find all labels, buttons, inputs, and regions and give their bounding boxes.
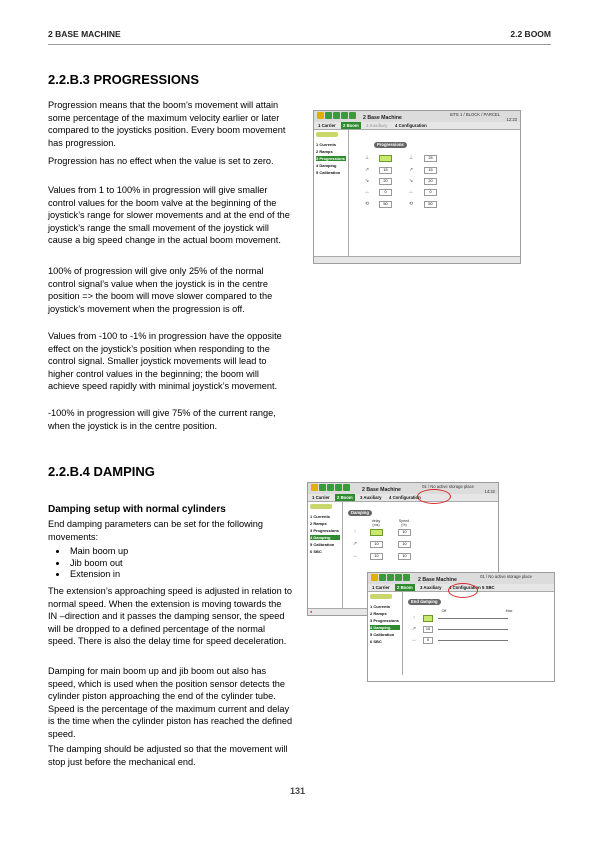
header-chapter: 2 BASE MACHINE (48, 29, 121, 39)
boom-icon: ⊥ (364, 155, 370, 161)
rotate-icon: ⟲ (408, 201, 414, 207)
tab-configuration[interactable]: 4 Configuration (395, 123, 427, 128)
highlight-oval (448, 583, 478, 598)
damping-movement-list (48, 546, 308, 581)
user-icon[interactable] (403, 574, 410, 581)
progression-field[interactable]: 25 (424, 155, 437, 162)
menu-item-currents[interactable]: 1 Currents (310, 514, 331, 519)
panel-title: End damping (408, 599, 441, 605)
alert-icon: ● (310, 609, 313, 614)
header-rule (48, 44, 551, 45)
delay-field[interactable]: 10 (370, 553, 383, 560)
nav-arrows[interactable] (316, 132, 338, 137)
tab-auxiliary[interactable]: 3 Auxiliary (420, 585, 442, 590)
damping-paragraph: The damping should be adjusted so that the movement will stop just before the mechanical end. (48, 744, 288, 767)
progression-field[interactable]: 20 (424, 178, 437, 185)
progressions-paragraph: -100% in progression will give 75% of the current range, when the joystick is in the centre position. (48, 408, 276, 431)
end-damping-field[interactable] (423, 615, 433, 622)
damping-heading: 2.2.B.4 DAMPING (48, 464, 155, 479)
tools-icon[interactable] (395, 574, 402, 581)
menu-item-progressions[interactable]: 3 Progressions (370, 618, 399, 623)
screen-toolbar (308, 483, 498, 494)
menu-item-damping[interactable]: 4 Damping (310, 535, 340, 540)
screen-title: 2 Base Machine (363, 115, 402, 121)
settings-menu (308, 502, 343, 609)
tab-boom[interactable]: 2 Boom (343, 123, 359, 128)
menu-item-calibration[interactable]: 5 Calibration (310, 542, 335, 547)
page-header (48, 29, 551, 43)
boom-icon: ↔ (364, 189, 370, 195)
site-label: 01 / No active storage place (422, 484, 474, 489)
menu-item-ramps[interactable]: 2 Ramps (370, 611, 387, 616)
jib-out-icon: ↗ (352, 541, 358, 547)
progression-field[interactable]: 15 (424, 167, 437, 174)
menu-item-currents[interactable]: 1 Currents (316, 142, 337, 147)
tab-carrier[interactable]: 1 Carrier (312, 495, 330, 500)
menu-item-calibration[interactable]: 5 Calibration (316, 170, 341, 175)
damping-paragraph: Damping for main boom up and jib boom out also has speed, which is used when the position sensor detects the cylinder piston approaching the end of the cylinder tube. Speed is the percentage of the maximum current and delay is the time when the cylinder piston has reached the defined speed. (48, 666, 293, 739)
tab-boom[interactable]: 2 Boom (337, 495, 353, 500)
boom-up-icon: ↑ (353, 529, 357, 535)
damping-slider[interactable] (438, 640, 508, 641)
jib-out-icon: ↗ (411, 626, 417, 632)
speed-field[interactable]: 10 (398, 529, 411, 536)
damping-paragraph: The extension’s approaching speed is adjusted in relation to normal speed. When the extension is moving towards the IN –direction and it passes the damping sensor, the speed will be dropped to a defined percentage of the normal speed. There is also the delay time for speed deceleration. (48, 586, 292, 647)
screen-title: 2 Base Machine (362, 487, 401, 493)
list-item: • Jib boom out (68, 558, 308, 570)
boom-icon: ⊥ (408, 155, 414, 161)
max-column-header: Max (505, 609, 513, 613)
status-bar (314, 256, 520, 263)
progressions-paragraph: Progression means that the boom’s movement will attain some percentage of the maximum velocity earlier or later compared to the joysticks position. Every boom movement has progression. (48, 100, 286, 148)
add-icon[interactable] (325, 112, 332, 119)
progression-field[interactable]: 15 (379, 167, 392, 174)
progressions-paragraph: 100% of progression will give only 25% of the normal control signal’s value when the joystick is in the centre position => the boom will move slower compared to the joystick’s movement when the progression is off. (48, 266, 273, 314)
folder-icon[interactable] (327, 484, 334, 491)
progressions-paragraph: Values from -100 to -1% in progression have the opposite effect on the joystick’s position when responding to the control signal. Smaller joystick movements will lead to higher control values in the beginning; the boom will achieve speed rapidly with minimal joystick’s movement. (48, 331, 282, 392)
progressions-heading: 2.2.B.3 PROGRESSIONS (48, 72, 199, 87)
extension-in-icon: ↔ (352, 553, 358, 559)
damping-slider[interactable] (438, 629, 508, 630)
progressions-paragraph: Progression has no effect when the value is set to zero. (48, 156, 274, 166)
tab-bar (314, 122, 520, 130)
rotate-icon: ⟲ (364, 201, 370, 207)
speed-column-header: Speed (%) (398, 519, 410, 527)
extension-in-icon: ↔ (411, 637, 417, 643)
panel-title: Progressions (374, 142, 407, 148)
add-icon[interactable] (379, 574, 386, 581)
damping-slider[interactable] (438, 618, 508, 619)
page-number: 131 (289, 786, 306, 796)
folder-icon[interactable] (333, 112, 340, 119)
header-section: 2.2 BOOM (510, 29, 551, 39)
boom-icon: ↘ (364, 178, 370, 184)
menu-item-calibration[interactable]: 5 Calibration (370, 632, 395, 637)
menu-item-sbc[interactable]: 6 SBC (370, 639, 382, 644)
menu-item-sbc[interactable]: 6 SBC (310, 549, 322, 554)
progression-field[interactable]: 20 (379, 178, 392, 185)
menu-item-damping[interactable]: 4 Damping (370, 625, 400, 630)
tab-configuration[interactable]: 4 Configuration (449, 585, 481, 590)
down-arrow-icon[interactable] (311, 484, 318, 491)
highlight-oval (417, 489, 451, 504)
down-arrow-icon[interactable] (317, 112, 324, 119)
end-damping-field[interactable]: 0 (423, 637, 433, 644)
progression-field[interactable]: 50 (424, 201, 437, 208)
progressions-screenshot (313, 110, 521, 264)
tab-bar (308, 494, 498, 502)
site-label: SITE 1 / BLOCK / PARCEL (449, 112, 500, 117)
damping-subheading: Damping setup with normal cylinders (48, 504, 226, 515)
speed-field[interactable]: 10 (398, 541, 411, 548)
progression-field[interactable]: 50 (379, 201, 392, 208)
menu-item-ramps[interactable]: 2 Ramps (316, 149, 333, 154)
add-icon[interactable] (319, 484, 326, 491)
menu-item-currents[interactable]: 1 Currents (370, 604, 391, 609)
damping-intro: End damping parameters can be set for the following movements: (48, 519, 264, 542)
delay-field[interactable]: 10 (370, 541, 383, 548)
tab-configuration[interactable]: 4 Configuration (389, 495, 421, 500)
progression-field[interactable]: 0 (379, 189, 392, 196)
screen-title: 2 Base Machine (418, 577, 457, 583)
tab-carrier[interactable]: 1 Carrier (318, 123, 336, 128)
screen-toolbar (314, 111, 520, 122)
tools-icon[interactable] (335, 484, 342, 491)
down-arrow-icon[interactable] (371, 574, 378, 581)
menu-item-damping[interactable]: 4 Damping (316, 163, 337, 168)
boom-icon: ↔ (408, 189, 414, 195)
list-item: • Extension in (68, 569, 308, 581)
boom-icon: ↗ (408, 167, 414, 173)
site-label: 01 / No active storage place (480, 574, 532, 579)
nav-arrows[interactable] (370, 594, 392, 599)
list-item: • Main boom up (68, 546, 308, 558)
progression-field[interactable]: 0 (424, 189, 437, 196)
user-icon[interactable] (343, 484, 350, 491)
settings-menu (314, 130, 349, 257)
off-column-header: Off (441, 609, 447, 613)
progression-field[interactable] (379, 155, 392, 162)
user-icon[interactable] (349, 112, 356, 119)
boom-icon: ↗ (364, 167, 370, 173)
tab-auxiliary[interactable]: 3 Auxiliary (360, 495, 382, 500)
delay-field[interactable] (370, 529, 383, 536)
boom-icon: ↘ (408, 178, 414, 184)
end-damping-field[interactable]: 10 (423, 626, 433, 633)
panel-title: Damping (348, 510, 372, 516)
speed-field[interactable]: 10 (398, 553, 411, 560)
folder-icon[interactable] (387, 574, 394, 581)
progressions-paragraph: Values from 1 to 100% in progression will give smaller control values for the boom valve at the beginning of the joystick’s range for slower movements and at the end of the joystick’s range the small movement of the joystick will cause a big speed change in the actual boom movement. (48, 185, 290, 246)
clock-label: 12:23 (506, 117, 517, 122)
settings-menu (368, 592, 403, 675)
menu-item-progressions[interactable]: 3 Progressions (310, 528, 339, 533)
tab-auxiliary[interactable]: 3 Auxiliary (366, 123, 388, 128)
menu-item-ramps[interactable]: 2 Ramps (310, 521, 327, 526)
nav-arrows[interactable] (310, 504, 332, 509)
clock-label: 14:22 (484, 489, 495, 494)
tab-boom[interactable]: 2 Boom (397, 585, 413, 590)
menu-item-progressions[interactable]: 3 Progressions (316, 156, 345, 161)
tools-icon[interactable] (341, 112, 348, 119)
tab-carrier[interactable]: 1 Carrier (372, 585, 390, 590)
delay-column-header: delay (ms) (371, 519, 381, 527)
boom-up-icon: ↑ (412, 615, 416, 621)
tab-sbc[interactable]: 5 SBC (482, 585, 495, 590)
